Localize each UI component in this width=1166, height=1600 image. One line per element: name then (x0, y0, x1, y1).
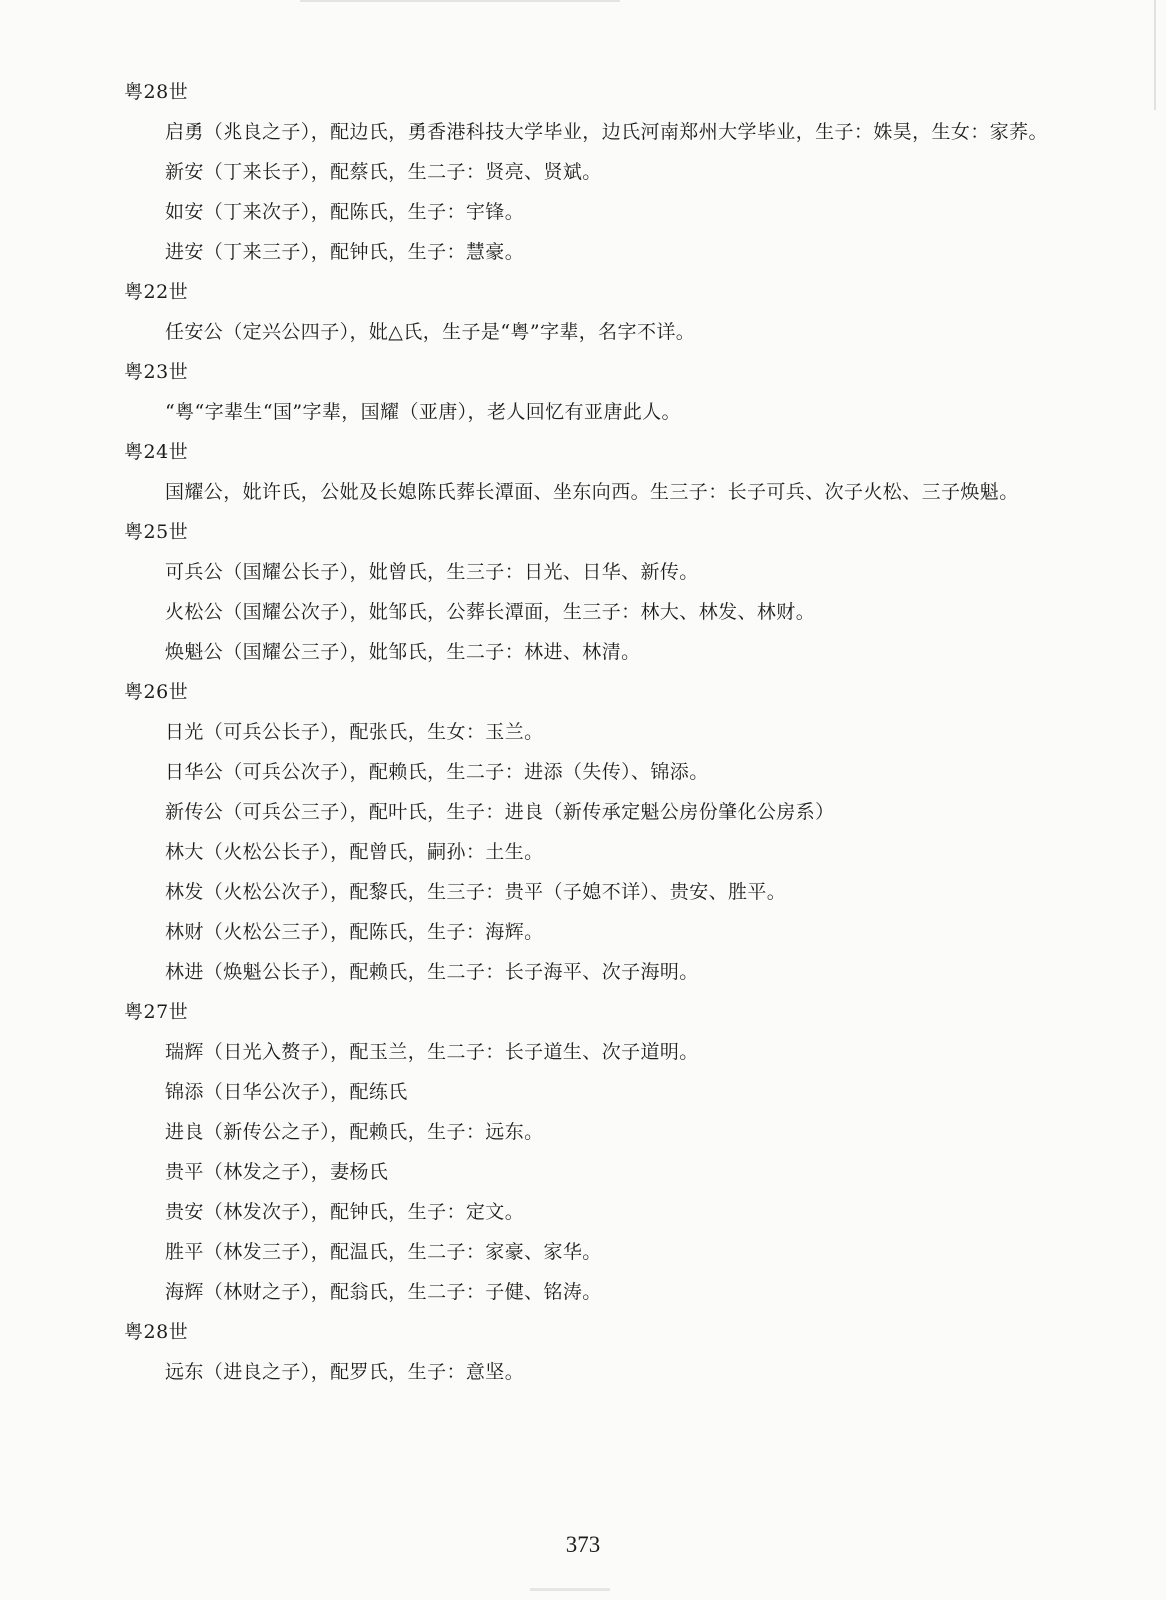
scan-edge-bottom (530, 1588, 610, 1591)
genealogy-entry: 国耀公，妣许氏，公妣及长媳陈氏葬长潭面、坐东向西。生三子：长子可兵、次子火松、三子焕魁。 (165, 481, 1019, 503)
genealogy-entry: 火松公（国耀公次子），妣邹氏，公葬长潭面，生三子：林大、林发、林财。 (165, 601, 816, 623)
genealogy-entry: 远东（进良之子），配罗氏，生子：意坚。 (165, 1361, 525, 1383)
genealogy-entry: 锦添（日华公次子），配练氏 (165, 1081, 408, 1103)
genealogy-entry: 启勇（兆良之子），配边氏，勇香港科技大学毕业，边氏河南郑州大学毕业，生子：姝昊，生女：家荞。 (165, 121, 1048, 143)
generation-heading: 粤28世 (124, 1321, 189, 1343)
scan-edge-right (1154, 0, 1156, 110)
scan-edge-top (300, 0, 620, 2)
genealogy-entry: 进安（丁来三子），配钟氏，生子：慧豪。 (165, 241, 525, 263)
genealogy-entry: 林发（火松公次子），配黎氏，生三子：贵平（子媳不详）、贵安、胜平。 (165, 881, 787, 903)
generation-heading: 粤23世 (124, 361, 189, 383)
genealogy-entry: “粤“字辈生“国”字辈，国耀（亚唐），老人回忆有亚唐此人。 (165, 401, 681, 423)
genealogy-entry: 贵平（林发之子），妻杨氏 (165, 1161, 389, 1183)
generation-heading: 粤22世 (124, 281, 189, 303)
page-number: 373 (565, 1532, 601, 1557)
genealogy-entry: 贵安（林发次子），配钟氏，生子：定文。 (165, 1201, 525, 1223)
generation-heading: 粤27世 (124, 1001, 189, 1023)
genealogy-entry: 如安（丁来次子），配陈氏，生子：宇锋。 (165, 201, 525, 223)
generation-heading: 粤26世 (124, 681, 189, 703)
genealogy-entry: 新安（丁来长子），配蔡氏，生二子：贤亮、贤斌。 (165, 161, 602, 183)
genealogy-entry: 焕魁公（国耀公三子），妣邹氏，生二子：林进、林清。 (165, 641, 641, 663)
genealogy-entry: 瑞辉（日光入赘子），配玉兰，生二子：长子道生、次子道明。 (165, 1041, 699, 1063)
generation-heading: 粤28世 (124, 81, 189, 103)
generation-heading: 粤24世 (124, 441, 189, 463)
genealogy-entry: 海辉（林财之子），配翁氏，生二子：子健、铭涛。 (165, 1281, 602, 1303)
genealogy-entry: 任安公（定兴公四子），妣△氏，生子是“粤”字辈，名字不详。 (165, 321, 696, 343)
genealogy-entry: 日华公（可兵公次子），配赖氏，生二子：进添（失传）、锦添。 (165, 761, 709, 783)
genealogy-entry: 林大（火松公长子），配曾氏，嗣孙：土生。 (165, 841, 544, 863)
generation-heading: 粤25世 (124, 521, 189, 543)
genealogy-entry: 新传公（可兵公三子），配叶氏，生子：进良（新传承定魁公房份肇化公房系） (165, 801, 835, 823)
genealogy-content (124, 80, 1054, 1400)
genealogy-entry: 日光（可兵公长子），配张氏，生女：玉兰。 (165, 721, 544, 743)
genealogy-entry: 进良（新传公之子），配赖氏，生子：远东。 (165, 1121, 544, 1143)
genealogy-entry: 胜平（林发三子），配温氏，生二子：家豪、家华。 (165, 1241, 602, 1263)
genealogy-entry: 林进（焕魁公长子），配赖氏，生二子：长子海平、次子海明。 (165, 961, 699, 983)
genealogy-entry: 林财（火松公三子），配陈氏，生子：海辉。 (165, 921, 544, 943)
genealogy-entry: 可兵公（国耀公长子），妣曾氏，生三子：日光、日华、新传。 (165, 561, 699, 583)
